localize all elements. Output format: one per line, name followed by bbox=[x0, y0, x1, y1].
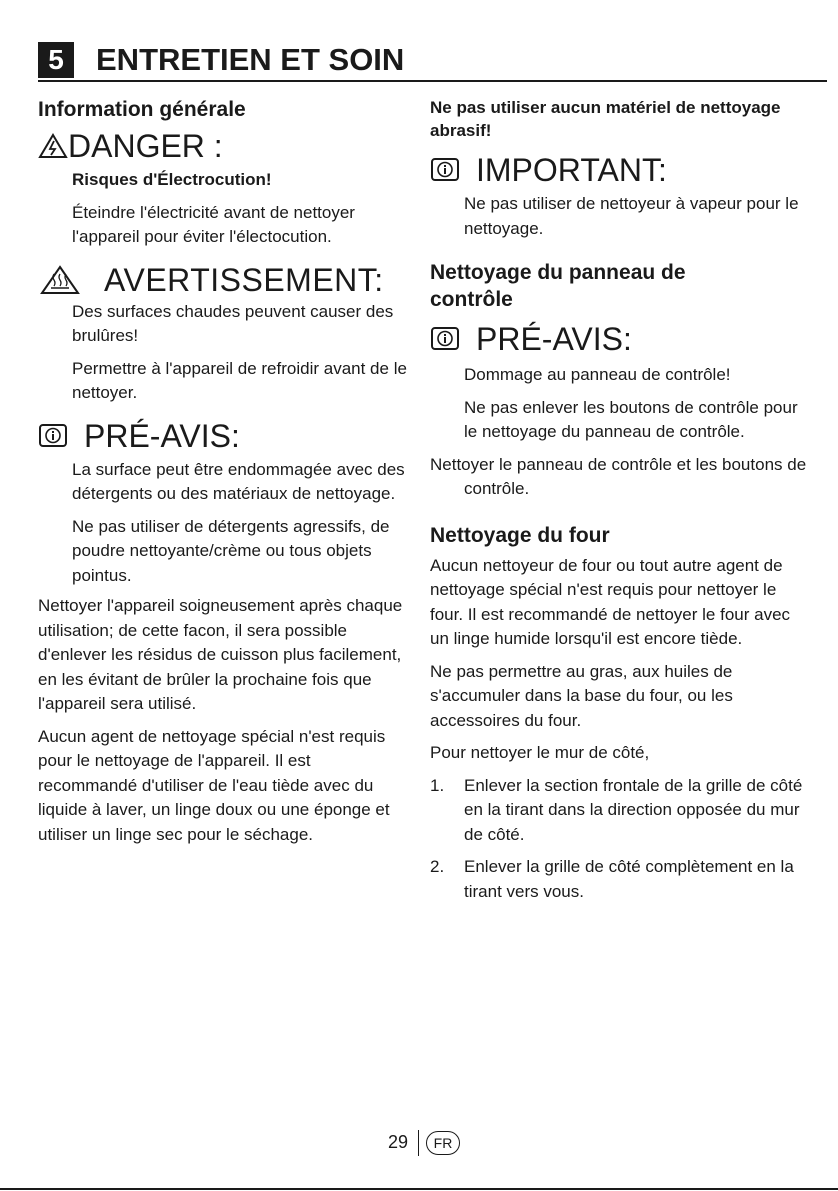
panel-preavis-heading bbox=[430, 319, 810, 359]
general-info-heading: Information générale bbox=[38, 98, 246, 121]
info-notice-icon bbox=[430, 325, 462, 353]
section-header bbox=[38, 40, 827, 82]
abrasive-warning: Ne pas utiliser aucun matériel de nettoyage abrasif! bbox=[430, 98, 781, 140]
panel-text-2: Ne pas enlever les boutons de contrôle pour le nettoyage du panneau de contrôle. bbox=[464, 397, 798, 441]
body-paragraph-2: Aucun agent de nettoyage spécial n'est requis pour le nettoyage de l'appareil. Il est recommandé d'utiliser de l'eau tiède avec du liquide à laver, un linge doux ou une éponge et utiliser un linge sec pour le séchage. bbox=[38, 726, 390, 844]
danger-heading bbox=[38, 126, 410, 166]
four-text-1: Aucun nettoyeur de four ou tout autre agent de nettoyage spécial n'est requis pour nettoyer le four. Il est recommandé de nettoyer le four avec un linge humide lorsqu'il est encore tiède. bbox=[430, 555, 791, 648]
preavis-heading bbox=[38, 416, 410, 456]
right-column bbox=[430, 96, 810, 904]
important-text: Ne pas utiliser de nettoyeur à vapeur pour le nettoyage. bbox=[464, 194, 799, 238]
important-heading bbox=[430, 150, 810, 190]
footer-divider bbox=[418, 1130, 419, 1156]
left-column bbox=[38, 96, 410, 847]
hot-surface-icon bbox=[38, 264, 82, 296]
page-footer bbox=[0, 1130, 838, 1160]
body-paragraph-1: Nettoyer l'appareil soigneusement après chaque utilisation; de cette facon, il sera possible d'enlever les résidus de cuisson plus facilement, en les évitant de brûler la prochaine fois que l'appareil sera utilisé. bbox=[38, 596, 403, 713]
electric-hazard-icon bbox=[38, 133, 68, 159]
avertissement-text-2: Permettre à l'appareil de refroidir avant de le nettoyer. bbox=[72, 358, 407, 402]
list-item bbox=[430, 774, 810, 848]
avertissement-text-1: Des surfaces chaudes peuvent causer des brulûres! bbox=[72, 301, 394, 345]
danger-text: Éteindre l'électricité avant de nettoyer l'appareil pour éviter l'électocution. bbox=[72, 202, 355, 246]
section-title: ENTRETIEN ET SOIN bbox=[96, 42, 405, 77]
step-number: 2. bbox=[430, 857, 445, 876]
four-heading: Nettoyage du four bbox=[430, 523, 610, 547]
preavis-text-2: Ne pas utiliser de détergents agressifs, de poudre nettoyante/crème ou tous objets pointus. bbox=[72, 516, 390, 585]
avertissement-title: AVERTISSEMENT: bbox=[104, 261, 384, 298]
danger-title: DANGER : bbox=[68, 128, 223, 164]
list-item bbox=[430, 855, 810, 904]
four-text-2: Ne pas permettre au gras, aux huiles de s'accumuler dans la base du four, ou les accessoires du four. bbox=[430, 661, 733, 730]
page-number: 29 bbox=[388, 1132, 409, 1152]
side-wall-steps bbox=[430, 774, 810, 905]
step-number: 1. bbox=[430, 775, 445, 795]
bottom-rule bbox=[0, 1188, 838, 1190]
step-text: Enlever la section frontale de la grille de côté en la tirant dans la direction opposée du mur de côté. bbox=[464, 775, 803, 844]
preavis-title: PRÉ-AVIS: bbox=[84, 417, 240, 454]
language-badge: FR bbox=[426, 1131, 460, 1155]
info-notice-icon bbox=[38, 422, 70, 450]
panel-text-3: Nettoyer le panneau de contrôle et les boutons de contrôle. bbox=[430, 454, 807, 498]
important-title: IMPORTANT: bbox=[476, 152, 667, 188]
preavis-text-1: La surface peut être endommagée avec des détergents ou des matériaux de nettoyage. bbox=[72, 459, 405, 503]
panel-text-1: Dommage au panneau de contrôle! bbox=[464, 365, 731, 384]
info-notice-icon bbox=[430, 156, 462, 184]
section-number: 5 bbox=[38, 42, 74, 78]
panel-heading: Nettoyage du panneau de contrôle bbox=[430, 261, 686, 311]
panel-preavis-title: PRÉ-AVIS: bbox=[476, 321, 632, 357]
danger-subtitle: Risques d'Électrocution! bbox=[72, 170, 272, 189]
avertissement-heading bbox=[38, 260, 410, 300]
step-text: Enlever la grille de côté complètement en la tirant vers vous. bbox=[464, 857, 794, 901]
four-text-3: Pour nettoyer le mur de côté, bbox=[430, 743, 650, 762]
